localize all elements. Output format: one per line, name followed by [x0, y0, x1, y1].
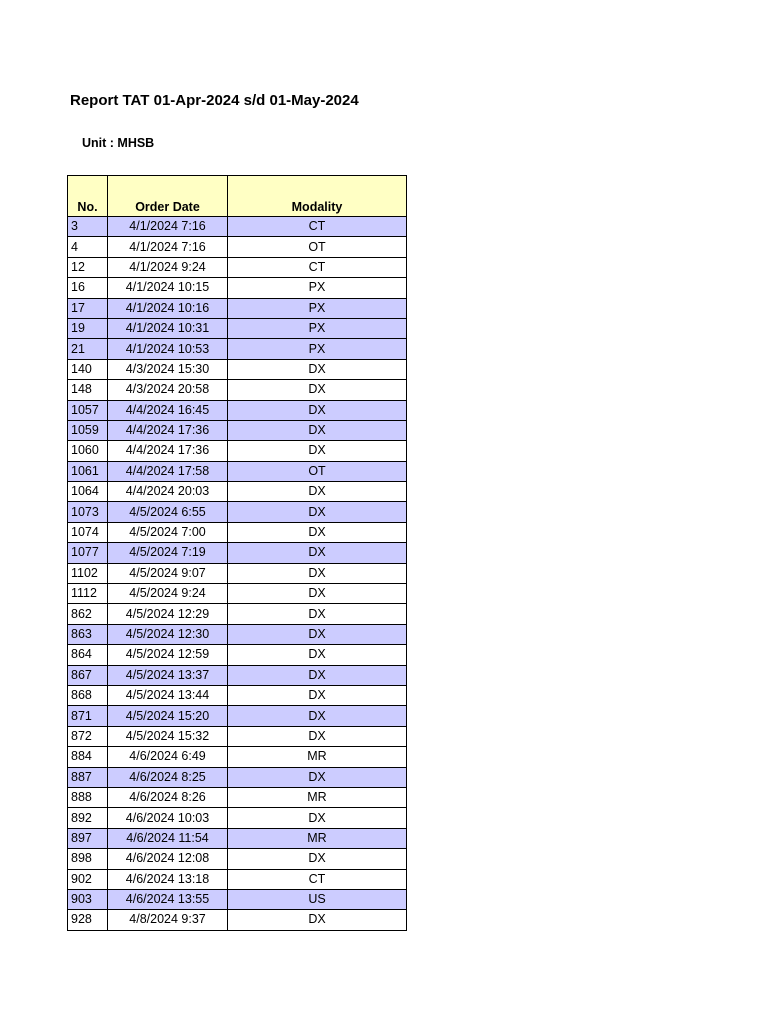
table-row — [68, 257, 407, 277]
cell-order-date: 4/1/2024 7:16 — [108, 237, 228, 257]
table-row — [68, 563, 407, 583]
table-row — [68, 910, 407, 930]
cell-order-date: 4/5/2024 15:20 — [108, 706, 228, 726]
cell-modality: DX — [228, 563, 407, 583]
cell-modality: DX — [228, 685, 407, 705]
table-row — [68, 747, 407, 767]
header-modality: Modality — [228, 176, 407, 217]
table-row — [68, 217, 407, 237]
cell-modality: DX — [228, 359, 407, 379]
cell-no: 1074 — [68, 522, 108, 542]
cell-no: 928 — [68, 910, 108, 930]
table-row — [68, 441, 407, 461]
unit-label: Unit : MHSB — [82, 136, 155, 150]
cell-no: 1112 — [68, 584, 108, 604]
cell-no: 903 — [68, 889, 108, 909]
cell-no: 1061 — [68, 461, 108, 481]
cell-order-date: 4/1/2024 10:31 — [108, 318, 228, 338]
cell-order-date: 4/1/2024 10:53 — [108, 339, 228, 359]
table-row — [68, 706, 407, 726]
cell-modality: US — [228, 889, 407, 909]
cell-modality: DX — [228, 420, 407, 440]
cell-no: 1064 — [68, 482, 108, 502]
cell-modality: PX — [228, 318, 407, 338]
cell-order-date: 4/5/2024 12:29 — [108, 604, 228, 624]
cell-order-date: 4/3/2024 15:30 — [108, 359, 228, 379]
table-row — [68, 482, 407, 502]
cell-modality: DX — [228, 543, 407, 563]
cell-modality: CT — [228, 869, 407, 889]
table-row — [68, 604, 407, 624]
cell-no: 867 — [68, 665, 108, 685]
cell-modality: DX — [228, 502, 407, 522]
cell-modality: DX — [228, 665, 407, 685]
cell-no: 868 — [68, 685, 108, 705]
cell-modality: DX — [228, 441, 407, 461]
table-row — [68, 380, 407, 400]
table-row — [68, 624, 407, 644]
cell-no: 902 — [68, 869, 108, 889]
table-row — [68, 584, 407, 604]
table-row — [68, 237, 407, 257]
header-order-date: Order Date — [108, 176, 228, 217]
table-row — [68, 767, 407, 787]
cell-modality: DX — [228, 482, 407, 502]
table-row — [68, 359, 407, 379]
cell-no: 148 — [68, 380, 108, 400]
cell-modality: DX — [228, 584, 407, 604]
cell-no: 872 — [68, 726, 108, 746]
cell-modality: DX — [228, 849, 407, 869]
cell-order-date: 4/1/2024 10:15 — [108, 278, 228, 298]
report-title: Report TAT 01-Apr-2024 s/d 01-May-2024 — [70, 92, 359, 109]
cell-order-date: 4/4/2024 17:36 — [108, 441, 228, 461]
cell-modality: PX — [228, 298, 407, 318]
cell-order-date: 4/4/2024 20:03 — [108, 482, 228, 502]
cell-no: 21 — [68, 339, 108, 359]
table-row — [68, 543, 407, 563]
cell-no: 864 — [68, 645, 108, 665]
cell-no: 897 — [68, 828, 108, 848]
cell-no: 888 — [68, 787, 108, 807]
cell-order-date: 4/6/2024 12:08 — [108, 849, 228, 869]
cell-modality: OT — [228, 237, 407, 257]
table-row — [68, 787, 407, 807]
cell-modality: DX — [228, 522, 407, 542]
table-row — [68, 400, 407, 420]
cell-modality: DX — [228, 624, 407, 644]
cell-order-date: 4/6/2024 11:54 — [108, 828, 228, 848]
cell-order-date: 4/5/2024 15:32 — [108, 726, 228, 746]
table-row — [68, 298, 407, 318]
cell-order-date: 4/6/2024 8:26 — [108, 787, 228, 807]
cell-order-date: 4/5/2024 6:55 — [108, 502, 228, 522]
cell-no: 12 — [68, 257, 108, 277]
table-row — [68, 522, 407, 542]
table-header — [68, 176, 407, 217]
table-row — [68, 889, 407, 909]
cell-no: 887 — [68, 767, 108, 787]
cell-order-date: 4/6/2024 13:18 — [108, 869, 228, 889]
cell-modality: DX — [228, 645, 407, 665]
header-no: No. — [68, 176, 108, 217]
cell-modality: MR — [228, 787, 407, 807]
cell-order-date: 4/8/2024 9:37 — [108, 910, 228, 930]
cell-no: 884 — [68, 747, 108, 767]
cell-order-date: 4/6/2024 10:03 — [108, 808, 228, 828]
cell-no: 1077 — [68, 543, 108, 563]
cell-modality: DX — [228, 808, 407, 828]
cell-modality: PX — [228, 278, 407, 298]
cell-no: 863 — [68, 624, 108, 644]
cell-order-date: 4/4/2024 16:45 — [108, 400, 228, 420]
cell-order-date: 4/1/2024 10:16 — [108, 298, 228, 318]
table-row — [68, 278, 407, 298]
header-row — [68, 176, 407, 217]
cell-no: 1102 — [68, 563, 108, 583]
cell-no: 892 — [68, 808, 108, 828]
table-body — [68, 217, 407, 931]
cell-modality: DX — [228, 910, 407, 930]
cell-no: 1073 — [68, 502, 108, 522]
cell-modality: DX — [228, 380, 407, 400]
cell-order-date: 4/6/2024 6:49 — [108, 747, 228, 767]
cell-no: 16 — [68, 278, 108, 298]
table-row — [68, 685, 407, 705]
cell-no: 3 — [68, 217, 108, 237]
table-row — [68, 420, 407, 440]
cell-order-date: 4/1/2024 9:24 — [108, 257, 228, 277]
cell-order-date: 4/4/2024 17:36 — [108, 420, 228, 440]
table-row — [68, 828, 407, 848]
cell-modality: DX — [228, 767, 407, 787]
table-row — [68, 461, 407, 481]
cell-no: 1057 — [68, 400, 108, 420]
report-table — [67, 175, 407, 931]
cell-no: 1060 — [68, 441, 108, 461]
cell-no: 4 — [68, 237, 108, 257]
cell-order-date: 4/4/2024 17:58 — [108, 461, 228, 481]
cell-no: 140 — [68, 359, 108, 379]
cell-modality: DX — [228, 706, 407, 726]
cell-modality: DX — [228, 726, 407, 746]
cell-modality: MR — [228, 828, 407, 848]
cell-no: 871 — [68, 706, 108, 726]
table-row — [68, 645, 407, 665]
cell-no: 898 — [68, 849, 108, 869]
cell-order-date: 4/5/2024 9:24 — [108, 584, 228, 604]
cell-order-date: 4/6/2024 13:55 — [108, 889, 228, 909]
cell-modality: MR — [228, 747, 407, 767]
table-row — [68, 339, 407, 359]
table-row — [68, 808, 407, 828]
cell-order-date: 4/5/2024 13:37 — [108, 665, 228, 685]
table-row — [68, 849, 407, 869]
table-row — [68, 665, 407, 685]
cell-no: 862 — [68, 604, 108, 624]
cell-modality: CT — [228, 257, 407, 277]
cell-modality: DX — [228, 604, 407, 624]
cell-no: 17 — [68, 298, 108, 318]
cell-order-date: 4/3/2024 20:58 — [108, 380, 228, 400]
cell-modality: CT — [228, 217, 407, 237]
table-row — [68, 318, 407, 338]
cell-order-date: 4/5/2024 12:59 — [108, 645, 228, 665]
table-row — [68, 726, 407, 746]
cell-modality: OT — [228, 461, 407, 481]
cell-order-date: 4/5/2024 12:30 — [108, 624, 228, 644]
cell-modality: DX — [228, 400, 407, 420]
cell-order-date: 4/1/2024 7:16 — [108, 217, 228, 237]
table-row — [68, 502, 407, 522]
cell-order-date: 4/5/2024 13:44 — [108, 685, 228, 705]
cell-order-date: 4/5/2024 7:00 — [108, 522, 228, 542]
cell-order-date: 4/6/2024 8:25 — [108, 767, 228, 787]
cell-no: 1059 — [68, 420, 108, 440]
cell-order-date: 4/5/2024 7:19 — [108, 543, 228, 563]
cell-modality: PX — [228, 339, 407, 359]
cell-no: 19 — [68, 318, 108, 338]
cell-order-date: 4/5/2024 9:07 — [108, 563, 228, 583]
table-row — [68, 869, 407, 889]
